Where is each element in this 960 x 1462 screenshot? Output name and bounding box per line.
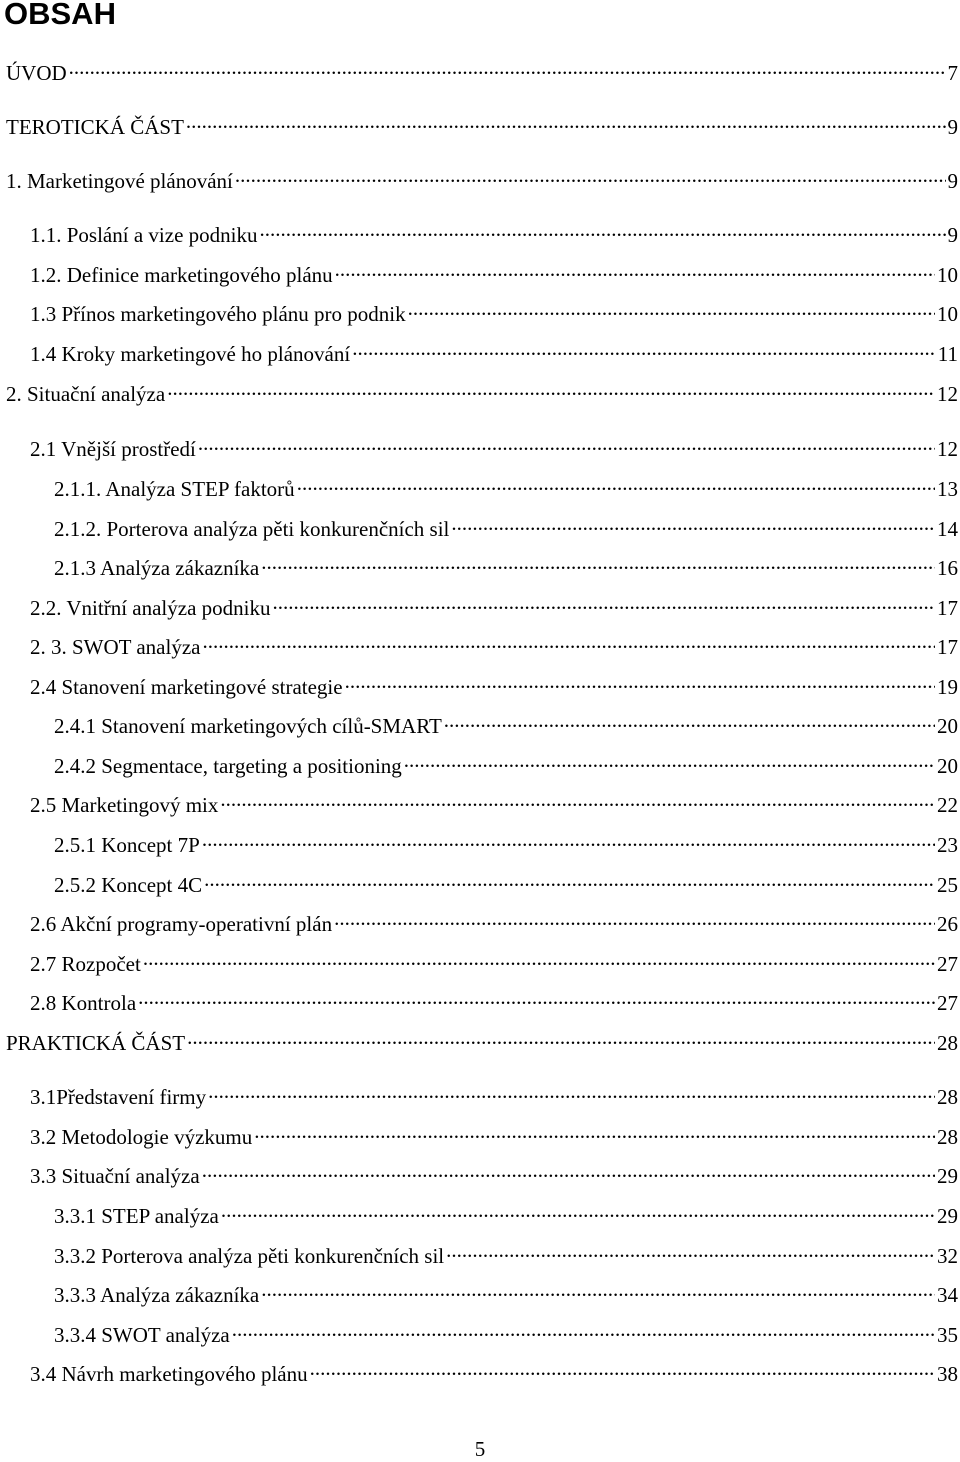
toc-entry-label: PRAKTICKÁ ČÁST <box>6 1031 186 1055</box>
toc-dot-leader <box>352 335 936 361</box>
toc-entry-page: 34 <box>937 1283 958 1307</box>
toc-dot-leader <box>232 1316 935 1342</box>
toc-entry-prakticka-cast[interactable] <box>6 1024 960 1055</box>
toc-dot-leader <box>408 295 935 321</box>
toc-entry-label: 1.1. Poslání a vize podniku <box>30 223 258 247</box>
toc-entry-label: 2.5.1 Koncept 7P <box>54 833 200 857</box>
toc-dot-leader <box>446 1237 935 1263</box>
toc-dot-leader <box>310 1355 935 1381</box>
toc-entry-uvod[interactable] <box>6 54 960 85</box>
toc-entry-page: 28 <box>937 1031 958 1055</box>
toc-entry-label: 2.1.3 Analýza zákazníka <box>54 556 260 580</box>
toc-entry-label: 2.2. Vnitřní analýza podniku <box>30 596 271 620</box>
toc-entry-page: 12 <box>937 382 958 406</box>
toc-entry-3-3-4[interactable] <box>54 1316 960 1347</box>
toc-dot-leader <box>235 162 946 188</box>
toc-entry-page: 28 <box>937 1125 958 1149</box>
toc-dot-leader <box>404 747 935 773</box>
toc-entry-page: 10 <box>937 263 958 287</box>
toc-entry-page: 17 <box>937 596 958 620</box>
toc-entry-page: 9 <box>947 223 958 247</box>
toc-dot-leader <box>204 866 935 892</box>
toc-entry-page: 23 <box>937 833 958 857</box>
toc-entry-1-3[interactable] <box>30 295 960 326</box>
toc-entry-page: 16 <box>937 556 958 580</box>
toc-dot-leader <box>451 510 935 536</box>
toc-entry-label: 2.1.2. Porterova analýza pěti konkurenčních sil <box>54 517 450 541</box>
toc-entry-page: 20 <box>937 714 958 738</box>
toc-entry-label: 2.4.2 Segmentace, targeting a positioning <box>54 754 402 778</box>
toc-dot-leader <box>254 1118 935 1144</box>
toc-entry-page: 9 <box>947 115 958 139</box>
toc-entry-label: 2.1.1. Analýza STEP faktorů <box>54 477 295 501</box>
toc-entry-1[interactable] <box>6 162 960 193</box>
toc-entry-label: 3.3.2 Porterova analýza pěti konkurenčních sil <box>54 1244 445 1268</box>
toc-entry-label: 1.3 Přínos marketingového plánu pro podnik <box>30 302 406 326</box>
toc-dot-leader <box>297 470 935 496</box>
toc-entry-3-3-1[interactable] <box>54 1197 960 1228</box>
toc-entry-label: 1.4 Kroky marketingové ho plánování <box>30 342 351 366</box>
toc-entry-page: 20 <box>937 754 958 778</box>
toc-entry-page: 25 <box>937 873 958 897</box>
toc-entry-2-6[interactable] <box>30 905 960 936</box>
toc-dot-leader <box>143 945 935 971</box>
toc-entry-label: 2.4.1 Stanovení marketingových cílů-SMART <box>54 714 442 738</box>
toc-entry-label: 2.7 Rozpočet <box>30 952 141 976</box>
toc-dot-leader <box>138 984 935 1010</box>
toc-entry-label: TEROTICKÁ ČÁST <box>6 115 184 139</box>
toc-dot-leader <box>186 108 946 134</box>
toc-entry-2[interactable] <box>6 375 960 406</box>
toc-entry-label: 2.1 Vnější prostředí <box>30 437 196 461</box>
toc-entry-label: 3.4 Návrh marketingového plánu <box>30 1362 308 1386</box>
toc-entry-label: 2. Situační analýza <box>6 382 166 406</box>
toc-entry-label: 2.5 Marketingový mix <box>30 793 219 817</box>
toc-entry-2-1-1[interactable] <box>54 470 960 501</box>
toc-entry-2-2[interactable] <box>30 589 960 620</box>
toc-entry-3-3-2[interactable] <box>54 1237 960 1268</box>
toc-entry-3-1[interactable] <box>30 1078 960 1109</box>
toc-dot-leader <box>261 549 935 575</box>
toc-entry-2-5[interactable] <box>30 786 960 817</box>
toc-entry-label: 3.3.1 STEP analýza <box>54 1204 219 1228</box>
toc-entry-page: 19 <box>937 675 958 699</box>
toc-entry-page: 7 <box>947 61 958 85</box>
toc-entry-page: 10 <box>937 302 958 326</box>
toc-entry-2-1-3[interactable] <box>54 549 960 580</box>
toc-dot-leader <box>202 826 935 852</box>
toc-entry-3-4[interactable] <box>30 1355 960 1386</box>
toc-dot-leader <box>187 1024 935 1050</box>
toc-dot-leader <box>444 707 935 733</box>
toc-entry-3-2[interactable] <box>30 1118 960 1149</box>
toc-dot-leader <box>335 256 935 282</box>
toc-entry-page: 29 <box>937 1164 958 1188</box>
toc-entry-page: 22 <box>937 793 958 817</box>
toc-entry-label: 3.1Představení firmy <box>30 1085 207 1109</box>
toc-entry-2-5-2[interactable] <box>54 866 960 897</box>
toc-entry-label: 3.3 Situační analýza <box>30 1164 200 1188</box>
toc-entry-label: 1. Marketingové plánování <box>6 169 233 193</box>
toc-entry-label: 2.6 Akční programy-operativní plán <box>30 912 333 936</box>
toc-dot-leader <box>261 1276 935 1302</box>
page-number: 5 <box>474 1437 486 1461</box>
toc-dot-leader <box>273 589 936 615</box>
toc-entry-label: ÚVOD <box>6 61 67 85</box>
toc-dot-leader <box>345 668 935 694</box>
toc-entry-page: 14 <box>937 517 958 541</box>
toc-entry-page: 27 <box>937 991 958 1015</box>
toc-entry-label: 3.2 Metodologie výzkumu <box>30 1125 253 1149</box>
toc-entry-page: 35 <box>937 1323 958 1347</box>
toc-entry-page: 9 <box>947 169 958 193</box>
toc-entry-2-4[interactable] <box>30 668 960 699</box>
toc-entry-label: 2. 3. SWOT analýza <box>30 635 201 659</box>
toc-entry-3-3-3[interactable] <box>54 1276 960 1307</box>
toc-entry-page: 26 <box>937 912 958 936</box>
toc-entry-2-4-2[interactable] <box>54 747 960 778</box>
toc-entry-page: 32 <box>937 1244 958 1268</box>
toc-dot-leader <box>202 628 935 654</box>
toc-dot-leader <box>202 1157 935 1183</box>
toc-entry-teoreticka-cast[interactable] <box>6 108 960 139</box>
toc-entry-2-5-1[interactable] <box>54 826 960 857</box>
toc-dot-leader <box>259 216 945 242</box>
toc-dot-leader <box>69 54 946 80</box>
toc-dot-leader <box>334 905 935 931</box>
toc-entry-page: 28 <box>937 1085 958 1109</box>
toc-entry-2-1[interactable] <box>30 430 960 461</box>
toc-entry-2-8[interactable] <box>30 984 960 1015</box>
toc-dot-leader <box>198 430 935 456</box>
toc-entry-2-4-1[interactable] <box>54 707 960 738</box>
toc-entry-1-2[interactable] <box>30 256 960 287</box>
toc-entry-page: 11 <box>937 342 958 366</box>
toc-entry-page: 13 <box>937 477 958 501</box>
toc-entry-label: 2.5.2 Koncept 4C <box>54 873 203 897</box>
toc-entry-1-1[interactable] <box>30 216 960 247</box>
toc-entry-page: 27 <box>937 952 958 976</box>
toc-entry-label: 3.3.3 Analýza zákazníka <box>54 1283 260 1307</box>
toc-dot-leader <box>220 786 935 812</box>
toc-entry-page: 17 <box>937 635 958 659</box>
toc-entry-label: 1.2. Definice marketingového plánu <box>30 263 333 287</box>
toc-entry-2-3[interactable] <box>30 628 960 659</box>
toc-dot-leader <box>167 375 935 401</box>
toc-entry-2-1-2[interactable] <box>54 510 960 541</box>
toc-dot-leader <box>208 1078 935 1104</box>
page-title: OBSAH <box>4 0 116 31</box>
toc-dot-leader <box>221 1197 935 1223</box>
toc-entry-1-4[interactable] <box>30 335 960 366</box>
toc-entry-3-3[interactable] <box>30 1157 960 1188</box>
toc-entry-page: 38 <box>937 1362 958 1386</box>
toc-entry-page: 12 <box>937 437 958 461</box>
toc-entry-2-7[interactable] <box>30 945 960 976</box>
toc-entry-label: 3.3.4 SWOT analýza <box>54 1323 230 1347</box>
toc-entry-page: 29 <box>937 1204 958 1228</box>
toc-entry-label: 2.8 Kontrola <box>30 991 137 1015</box>
toc-entry-label: 2.4 Stanovení marketingové strategie <box>30 675 343 699</box>
